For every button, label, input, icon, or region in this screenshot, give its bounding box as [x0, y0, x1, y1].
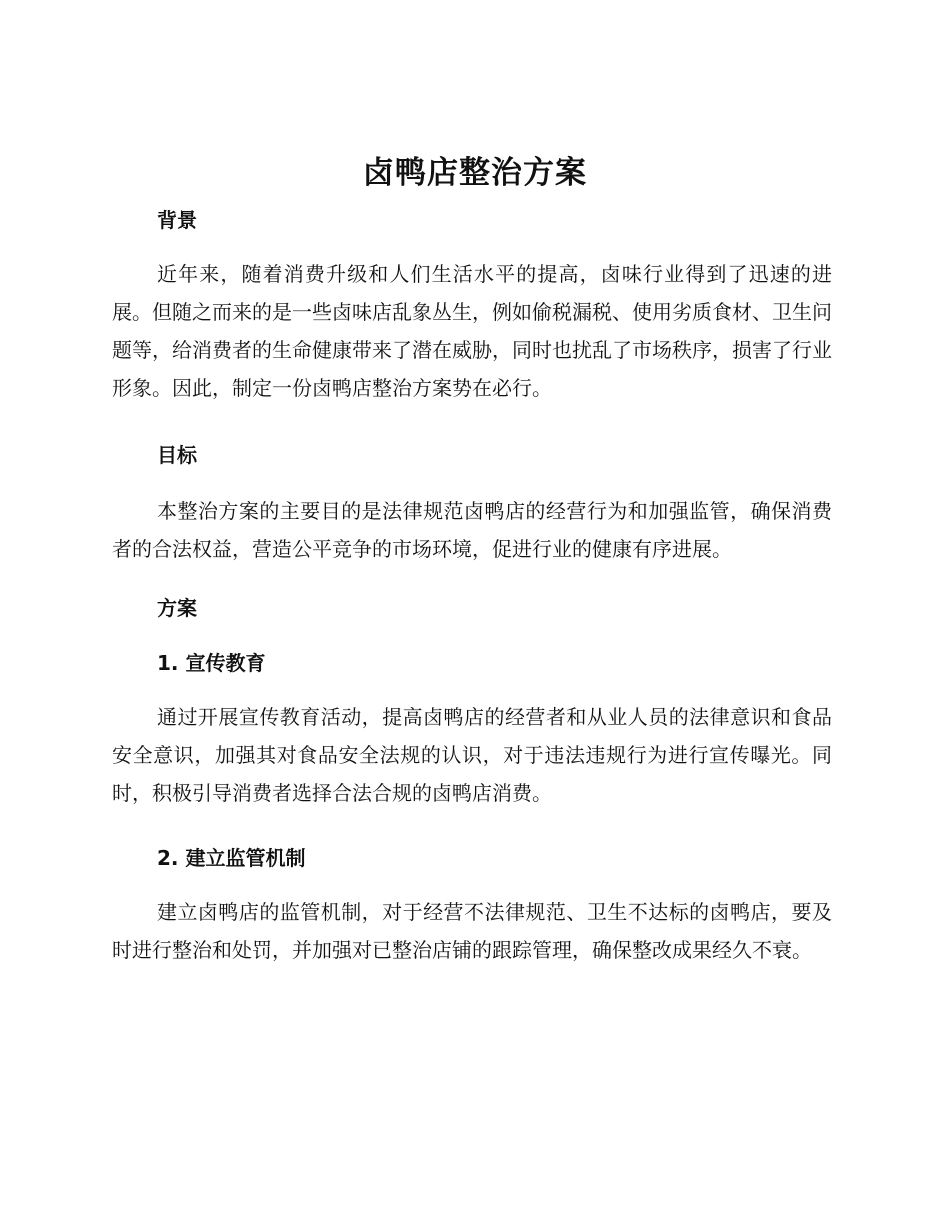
section-heading-supervision-mechanism: 2. 建立监管机制 [157, 846, 306, 870]
section-paragraph-background: 近年来，随着消费升级和人们生活水平的提高，卤味行业得到了迅速的进展。但随之而来的是一些卤味店乱象丛生，例如偷税漏税、使用劣质食材、卫生问题等，给消费者的生命健康带来了潜在威胁，同时也扰乱了市场秩序，损害了行业形象。因此，制定一份卤鸭店整治方案势在必行。 [112, 262, 832, 400]
section-heading-plan: 方案 [157, 596, 197, 620]
document-title: 卤鸭店整治方案 [363, 155, 587, 191]
section-paragraph-goal: 本整治方案的主要目的是法律规范卤鸭店的经营行为和加强监管，确保消费者的合法权益，营造公平竞争的市场环境，促进行业的健康有序进展。 [112, 499, 832, 561]
section-paragraph-publicity-education: 通过开展宣传教育活动，提高卤鸭店的经营者和从业人员的法律意识和食品安全意识，加强其对食品安全法规的认识，对于违法违规行为进行宣传曝光。同时，积极引导消费者选择合法合规的卤鸭店消费。 [112, 705, 832, 805]
section-heading-background: 背景 [157, 208, 197, 232]
section-heading-publicity-education: 1. 宣传教育 [157, 651, 266, 675]
section-heading-goal: 目标 [157, 443, 197, 467]
section-paragraph-supervision-mechanism: 建立卤鸭店的监管机制，对于经营不法律规范、卫生不达标的卤鸭店，要及时进行整治和处罚，并加强对已整治店铺的跟踪管理，确保整改成果经久不衰。 [112, 900, 832, 962]
